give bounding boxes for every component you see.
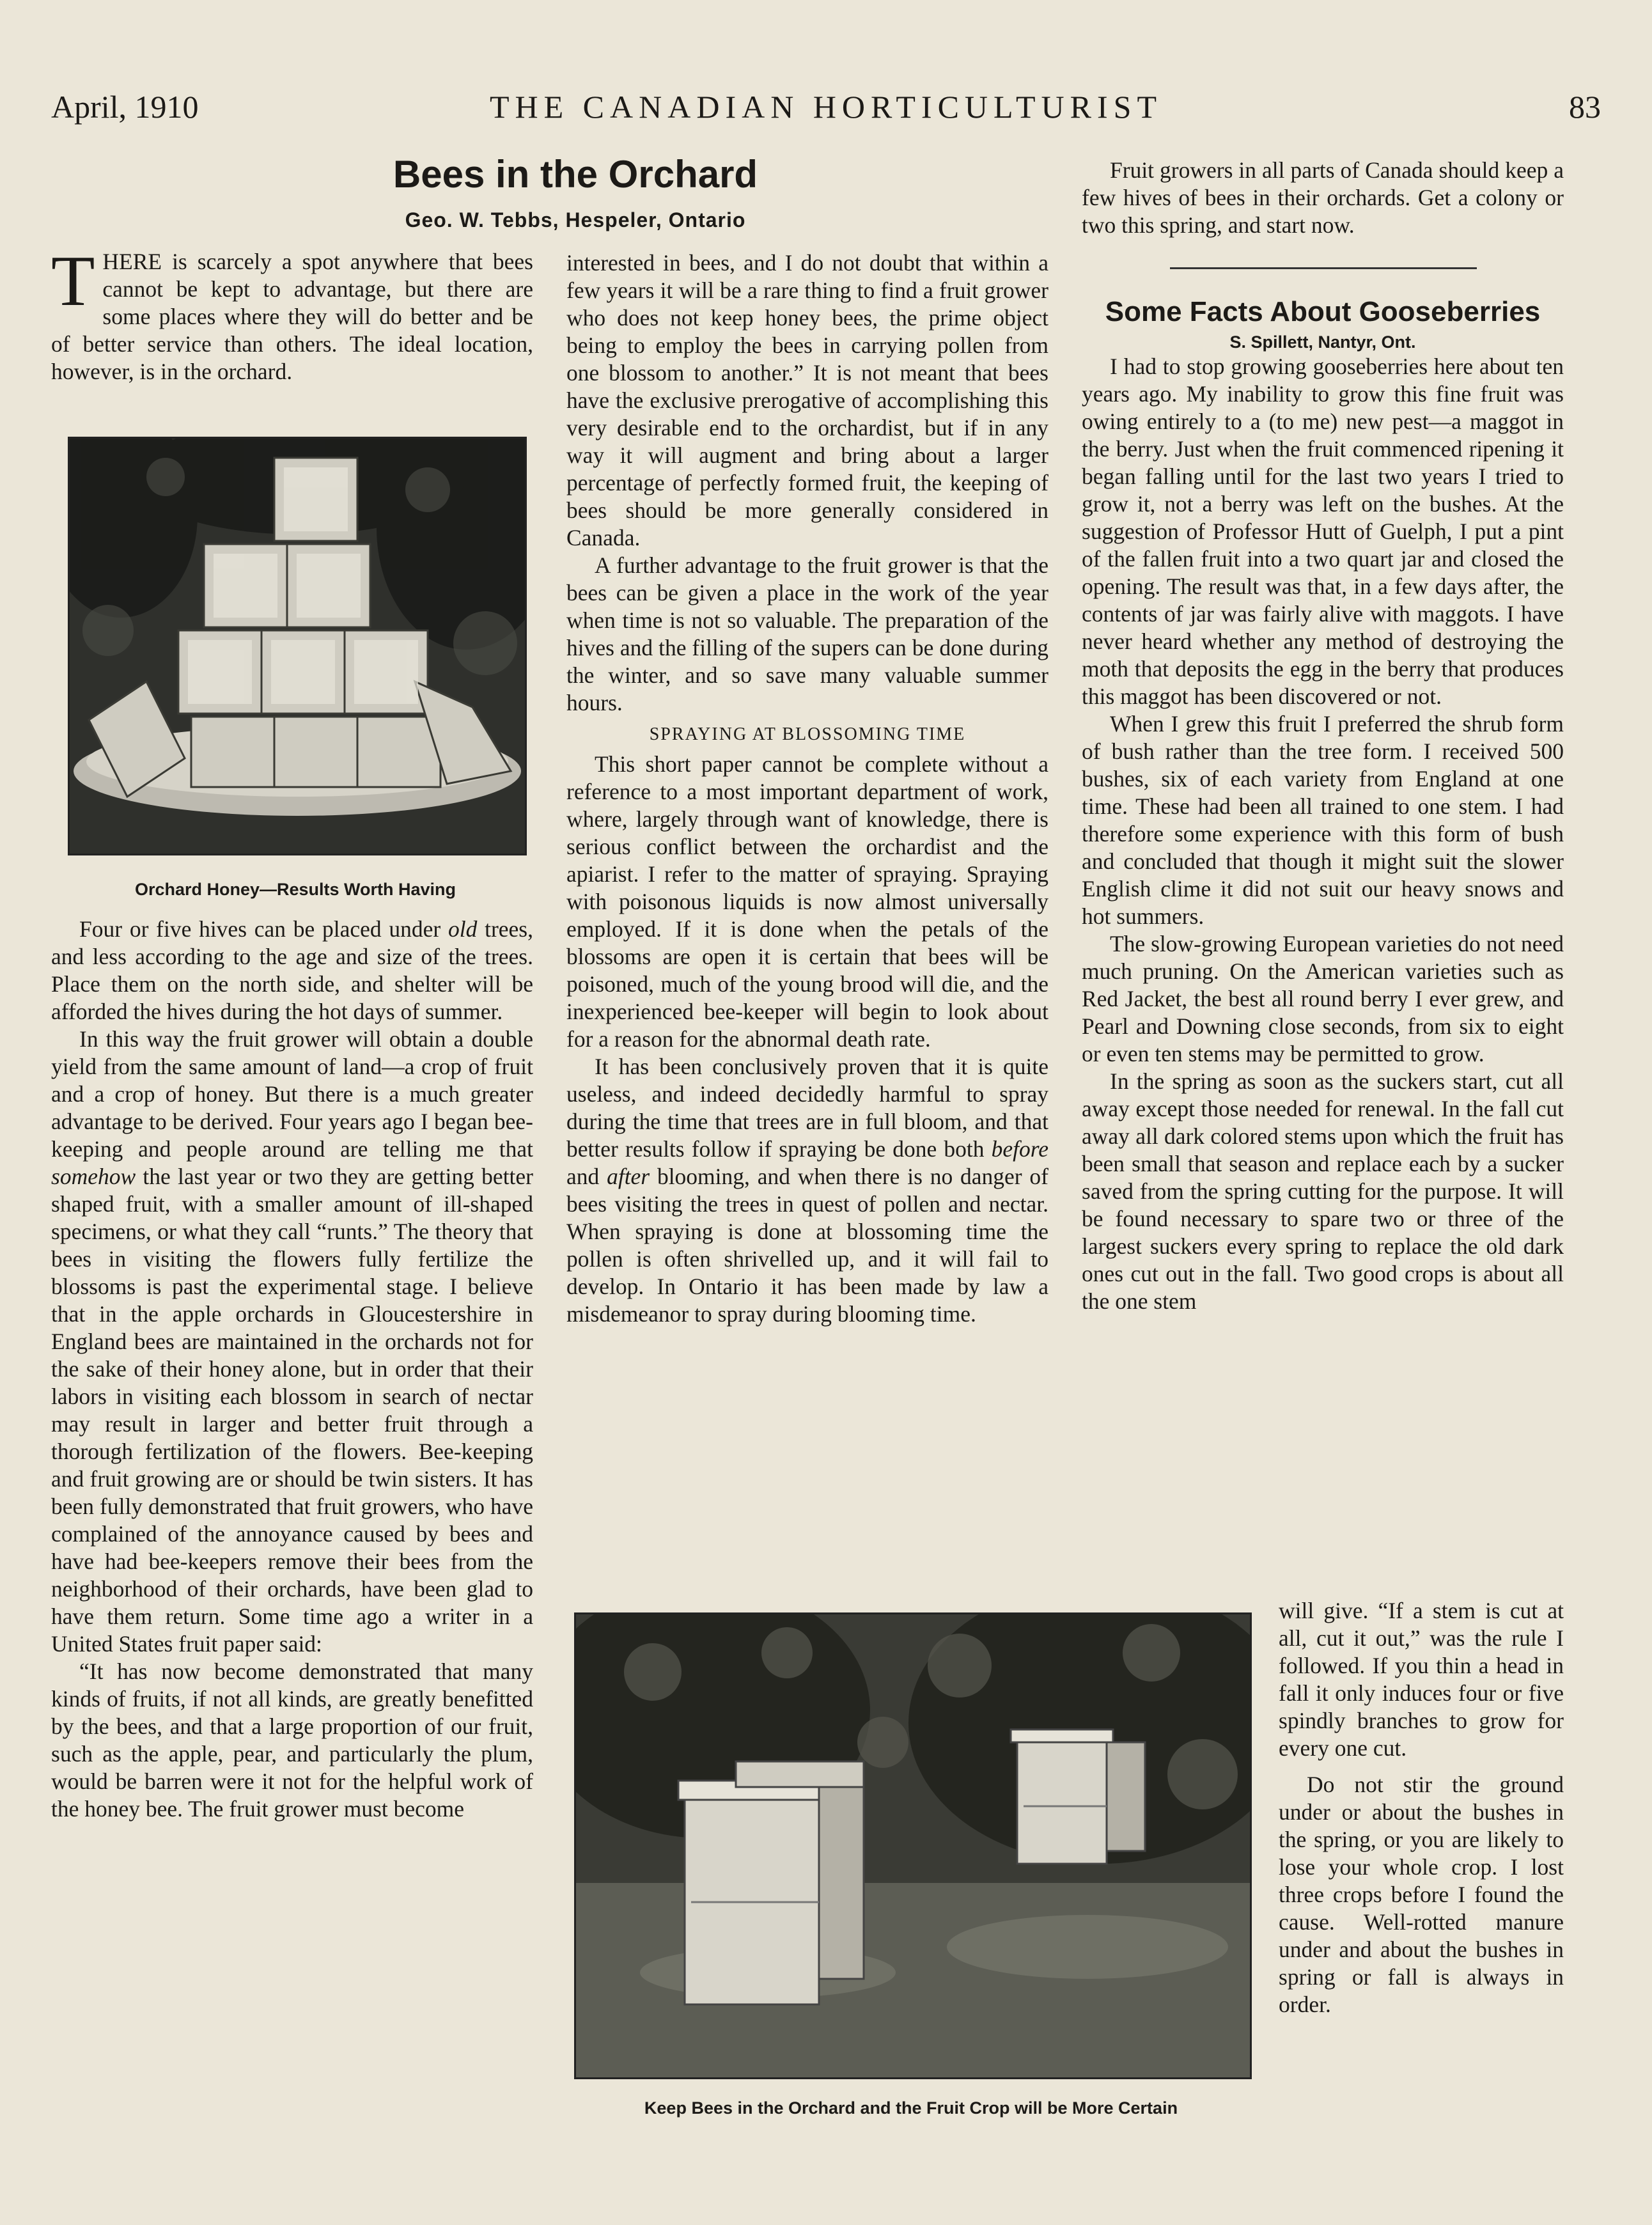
text-run: and <box>566 1164 607 1189</box>
paragraph: will give. “If a stem is cut at all, cut it out,” was the rule I followed. If you thin a head in fall it only induces four or five spindly branches to grow for every one cut. <box>1279 1598 1564 1761</box>
honey-comb-illustration <box>70 439 525 854</box>
paragraph: Do not stir the ground under or about the bushes in the spring, or you are likely to lose your whole crop. I lost three crops before I found the cause. Well-rotted manure under and about the bushes in spring or fall is always in order. <box>1279 1772 1564 2017</box>
publication-title: THE CANADIAN HORTICULTURIST <box>489 89 1162 125</box>
beehives-illustration <box>576 1614 1250 2077</box>
drop-cap: T <box>51 242 95 321</box>
article-2-title: Some Facts About Gooseberries <box>1105 296 1541 327</box>
column-1-intro <box>51 242 533 386</box>
column-3-article-2 <box>1082 293 1564 1315</box>
text-run: the last year or two they are getting better shaped fruit, with a smaller amount of ill-shaped specimens, or what they call “runts.” The theory that bees in visiting the flowers fully fertilize the blossoms is past the experimental stage. I believe that in the apple orchards in Gloucestershire in England bees are maintained in the orchards not for the sake of their honey alone, but in order that their labors in visiting each blossom in search of nectar may result in larger and better fruit through a thorough fertilization of the flowers. Bee-keeping and fruit growing are or should be twin sisters. It has been fully demonstrated that fruit growers, who have complained of the annoyance caused by bees and have had bee-keepers remove their bees from the neighborhood of their orchards, have been glad to have them return. Some time ago a writer in a United States fruit paper said: <box>51 1164 533 1657</box>
paragraph: Fruit growers in all parts of Canada should keep a few hives of bees in their orchards. Get a colony or two this spring, and start now. <box>1082 157 1564 238</box>
figure-2-caption: Keep Bees in the Orchard and the Fruit Crop will be More Certain <box>644 2098 1178 2118</box>
paragraph: When I grew this fruit I preferred the shrub form of bush rather than the tree form. I received 500 bushes, six of each variety from England at one time. These had been all trained to one stem. I had therefore some experience with this form of bush and concluded that though it might suit the slower English clime it did not suit our heavy snows and hot summers. <box>1082 711 1564 929</box>
paragraph-text: HERE is scarcely a spot anywhere that bees cannot be kept to advantage, but there are some places where they will do better and be of better service than others. The ideal location, however, is in the orchard. <box>51 249 533 384</box>
emphasis: somehow <box>51 1164 136 1189</box>
article-2-byline: S. Spillett, Nantyr, Ont. <box>1229 332 1416 352</box>
beehives-photo <box>574 1612 1252 2079</box>
running-head <box>51 88 1601 133</box>
text-run: Four or five hives can be placed under <box>79 916 448 942</box>
paragraph <box>566 1053 1048 1328</box>
paragraph: A further advantage to the fruit grower is that the bees can be given a place in the work of the year when time is not so valuable. The preparation of the hives and the filling of the supers can be done during the winter, and so save many valuable summer hours. <box>566 552 1048 715</box>
article-byline: Geo. W. Tebbs, Hespeler, Ontario <box>405 208 746 231</box>
text-run: trees, and less according to the age and size of the trees. Place them on the north side, and shelter will be afforded the hives during the hot days of summer. <box>51 916 533 1024</box>
section-divider <box>1170 267 1477 269</box>
article-title: Bees in the Orchard <box>393 153 758 196</box>
column-3-closing <box>1082 157 1564 239</box>
emphasis: before <box>991 1136 1048 1162</box>
paragraph <box>51 916 533 1026</box>
emphasis: after <box>607 1164 650 1189</box>
text-run: In this way the fruit grower will obtain a double yield from the same amount of land—a crop of fruit and a crop of honey. But there is a much greater advantage to be derived. Four years ago I began bee-keeping and people around are telling me that <box>51 1026 533 1162</box>
column-2-body <box>566 249 1048 1328</box>
paragraph: “It has now become demonstrated that many kinds of fruits, if not all kinds, are greatly benefitted by the bees, and that a large proportion of our fruit, such as the apple, pear, and particularly the plum, would be barren were it not for the helpful work of the honey bee. The fruit grower must become <box>51 1659 533 1822</box>
section-subhead: SPRAYING AT BLOSSOMING TIME <box>649 724 966 744</box>
paragraph: In the spring as soon as the suckers start, cut all away except those needed for renewal. In the fall cut away all dark colored stems upon which the fruit has been small that season and replace each by a sucker saved from the spring cutting for the purpose. It will be found necessary to spare two or three of the largest suckers every spring to replace the old dark ones cut out in the fall. Two good crops is about all the one stem <box>1082 1068 1564 1314</box>
text-run: blooming, and when there is no danger of bees visiting the trees in quest of pollen and nectar. When spraying is done at blossoming time the pollen is often shrivelled up, and it will fail to develop. In Ontario it has been made by law a misdemeanor to spray during blooming time. <box>566 1164 1048 1327</box>
paragraph <box>51 1026 533 1658</box>
emphasis: old <box>448 916 478 942</box>
orchard-honey-photo <box>68 437 527 855</box>
paragraph: I had to stop growing gooseberries here about ten years ago. My inability to grow this fine fruit was owing entirely to a (to me) new pest—a maggot in the berry. Just when the fruit commenced ripening it began falling until for the last two years I tried to grow it, not a berry was left on the bushes. At the suggestion of Professor Hutt of Guelph, I put a pint of the fallen fruit into a two quart jar and closed the opening. The result was that, in a few days after, the contents of jar was fairly alive with maggots. I have never heard whether any method of destroying the moth that deposits the egg in the berry that produces this maggot has been discovered or not. <box>1082 354 1564 709</box>
column-1-body <box>51 916 533 1823</box>
figure-1-caption: Orchard Honey—Results Worth Having <box>134 880 456 899</box>
column-3-narrow <box>1279 1597 1564 2018</box>
paragraph: interested in bees, and I do not doubt that within a few years it will be a rare thing to find a fruit grower who does not keep honey bees, the prime object being to employ the bees in carrying pollen from one blossom to another.” It is not meant that bees have the exclusive prerogative of accomplishing this very desirable end to the orchardist, but if in any way it will augment and bring about a larger percentage of perfectly formed fruit, the keeping of bees should be more generally considered in Canada. <box>566 250 1048 550</box>
paragraph <box>51 242 533 386</box>
text-run: It has been conclusively proven that it is quite useless, and indeed decidedly harmful to spray during the time that trees are in full bloom, and that better results follow if spraying be done both <box>566 1054 1048 1162</box>
paragraph: The slow-growing European varieties do not need much pruning. On the American varieties such as Red Jacket, the best all round berry I ever grew, and Pearl and Downing close seconds, from six to eight or even ten stems may be permitted to grow. <box>1082 931 1564 1066</box>
issue-date: April, 1910 <box>51 89 199 125</box>
page-number: 83 <box>1569 89 1601 125</box>
paragraph: This short paper cannot be complete without a reference to a most important department of work, where, largely through want of knowledge, there is serious conflict between the orchardist and the apiarist. I refer to the matter of spraying. Spraying with poisonous liquids is now almost universally employed. If it is done when the petals of the blossoms are open it is certain that bees will be poisoned, much of the young brood will die, and the inexperienced bee-keeper will begin to look about for a reason for the abnormal death rate. <box>566 751 1048 1052</box>
